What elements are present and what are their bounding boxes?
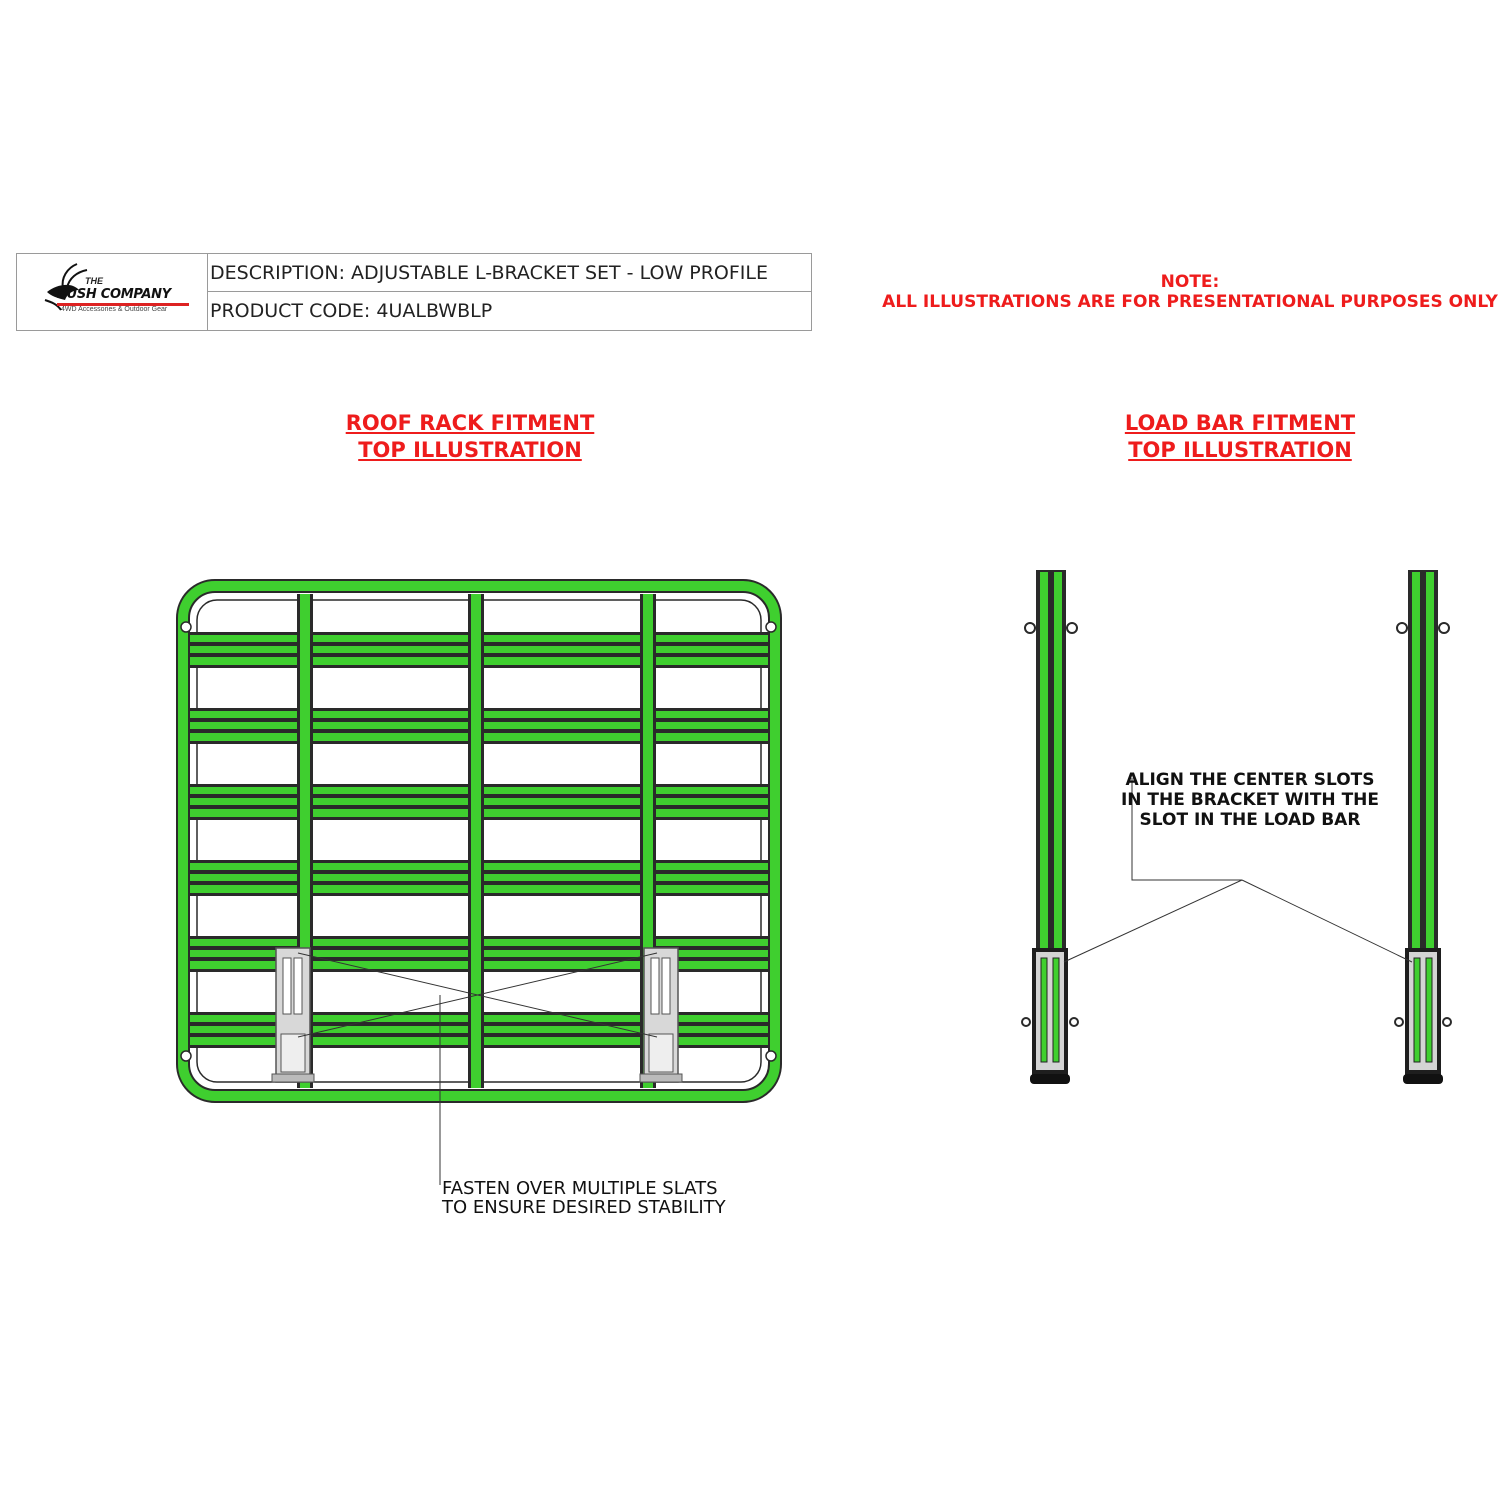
roof-rack-bracket-left — [272, 948, 314, 1082]
logo-tagline: 4WD Accessories & Outdoor Gear — [61, 306, 168, 313]
note-label: NOTE: — [1160, 272, 1220, 292]
logo-the: THE — [85, 276, 103, 286]
load-bar-callout-line1: ALIGN THE CENTER SLOTS — [1125, 770, 1375, 790]
load-bar-right — [1395, 570, 1451, 1084]
load-bar-left — [1022, 570, 1078, 1084]
load-bar-callout-line3: SLOT IN THE LOAD BAR — [1139, 810, 1361, 830]
roof-rack-callout-line2: TO ENSURE DESIRED STABILITY — [442, 1197, 726, 1218]
load-bar-callout-line2: IN THE BRACKET WITH THE — [1120, 790, 1380, 810]
logo-name: BUSH COMPANY — [57, 287, 171, 302]
description-row: DESCRIPTION: ADJUSTABLE L-BRACKET SET - LOW PROFILE — [208, 254, 811, 292]
note-text: ALL ILLUSTRATIONS ARE FOR PRESENTATIONAL PURPOSES ONLY — [882, 292, 1498, 312]
load-bar-heading-line1: LOAD BAR FITMENT — [1124, 411, 1356, 435]
roof-rack-heading-line2: TOP ILLUSTRATION — [358, 438, 582, 462]
roof-rack-illustration — [181, 586, 776, 1185]
roof-rack-heading-line1: ROOF RACK FITMENT — [345, 411, 595, 435]
load-bar-callout — [1120, 770, 1380, 830]
product-code-row: PRODUCT CODE: 4UALBWBLP — [210, 300, 493, 322]
roof-rack-callout-line1: FASTEN OVER MULTIPLE SLATS — [442, 1178, 718, 1199]
roof-rack-bracket-right — [640, 948, 682, 1082]
load-bar-heading-line2: TOP ILLUSTRATION — [1128, 438, 1352, 462]
roof-rack-callout — [442, 1179, 726, 1217]
